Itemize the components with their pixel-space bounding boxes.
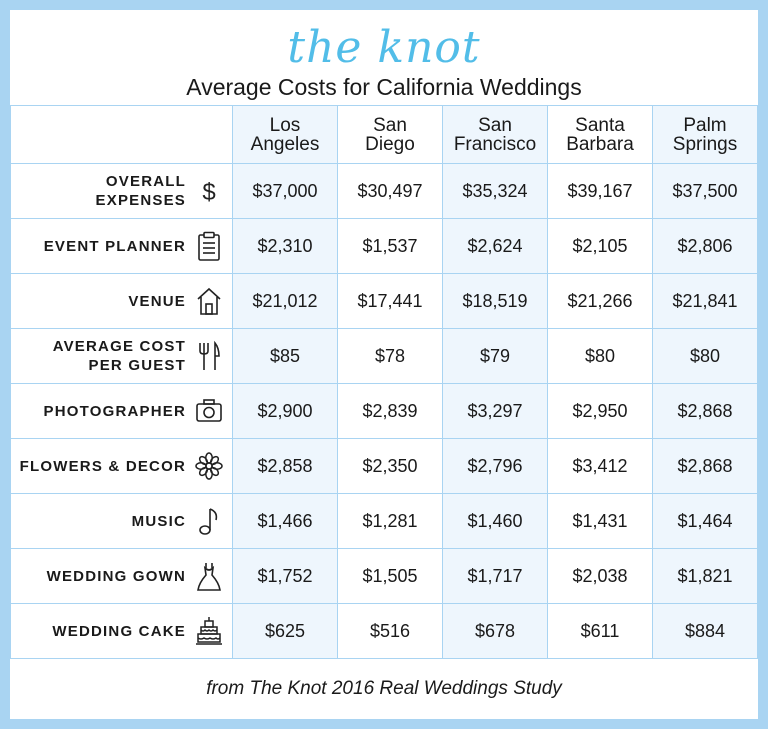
row-label [132,512,186,531]
row-label-line: FLOWERS & DECOR [19,457,186,475]
value-cell: $1,466 [233,494,338,549]
row-label-line: OVERALL EXPENSES [95,173,186,209]
column-header-line: Diego [365,133,415,155]
value-cell: $625 [233,604,338,659]
gown-icon [194,560,224,592]
row-label-cell [11,274,233,329]
value-cell: $611 [548,604,653,659]
value-cell: $80 [653,329,758,384]
dollar-icon [194,175,224,207]
value-cell: $516 [338,604,443,659]
value-cell: $30,497 [338,164,443,219]
value-cell: $85 [233,329,338,384]
row-label-cell [11,494,233,549]
value-cell: $2,950 [548,384,653,439]
value-cell: $2,839 [338,384,443,439]
column-header-line: Santa [575,114,625,136]
column-header-line: Los [269,114,301,136]
row-label-cell [11,384,233,439]
row-label-line: VENUE [128,292,186,310]
column-header-line: Barbara [566,133,634,155]
value-cell: $2,858 [233,439,338,494]
column-header-line: Springs [672,133,738,155]
value-cell: $2,900 [233,384,338,439]
row-label [47,567,186,586]
value-cell: $37,500 [653,164,758,219]
value-cell: $1,821 [653,549,758,604]
value-cell: $79 [443,329,548,384]
value-cell: $2,310 [233,219,338,274]
value-cell: $2,868 [653,439,758,494]
value-cell: $1,281 [338,494,443,549]
row-label-cell [11,164,233,219]
value-cell: $2,796 [443,439,548,494]
row-label-line: AVERAGE COST [52,338,186,355]
table-row [11,439,758,494]
row-label [128,292,186,311]
clipboard-icon [194,230,224,262]
cost-table [10,105,758,659]
brand-logo: the knot [287,22,481,73]
value-cell: $1,505 [338,549,443,604]
value-cell: $2,105 [548,219,653,274]
row-label-cell [11,604,233,659]
value-cell: $2,806 [653,219,758,274]
column-header-san-francisco [443,106,548,164]
value-cell: $80 [548,329,653,384]
row-label-cell [11,219,233,274]
header-row [11,106,758,164]
value-cell: $2,038 [548,549,653,604]
column-header-line: Angeles [250,133,320,155]
row-label-line: WEDDING CAKE [52,622,186,640]
value-cell: $1,464 [653,494,758,549]
row-label [11,172,186,210]
table-row [11,494,758,549]
column-header-line: San [373,114,407,136]
value-cell: $678 [443,604,548,659]
value-cell: $17,441 [338,274,443,329]
table-row [11,329,758,384]
value-cell: $21,266 [548,274,653,329]
value-cell: $1,717 [443,549,548,604]
value-cell: $39,167 [548,164,653,219]
source-footnote: from The Knot 2016 Real Weddings Study [206,678,562,699]
value-cell: $2,868 [653,384,758,439]
table-row [11,549,758,604]
row-label-line: MUSIC [131,512,186,530]
row-label-cell [11,439,233,494]
table-row [11,604,758,659]
value-cell: $1,431 [548,494,653,549]
row-label-line: WEDDING GOWN [46,567,186,585]
column-header-palm-springs [653,106,758,164]
table-row [11,164,758,219]
row-label-cell [11,329,233,384]
row-label [52,622,186,641]
value-cell: $21,841 [653,274,758,329]
infographic-card [10,10,758,719]
table-row [11,219,758,274]
column-header-los-angeles [233,106,338,164]
header-corner [11,106,233,164]
row-label-line: PER GUEST [88,357,186,374]
camera-icon [194,395,224,427]
value-cell: $1,460 [443,494,548,549]
value-cell: $1,752 [233,549,338,604]
value-cell: $2,624 [443,219,548,274]
value-cell: $21,012 [233,274,338,329]
value-cell: $18,519 [443,274,548,329]
row-label [44,402,186,421]
value-cell: $35,324 [443,164,548,219]
row-label-cell [11,549,233,604]
column-header-santa-barbara [548,106,653,164]
column-header-san-diego [338,106,443,164]
house-icon [194,285,224,317]
music-note-icon [194,505,224,537]
value-cell: $37,000 [233,164,338,219]
value-cell: $3,412 [548,439,653,494]
value-cell: $884 [653,604,758,659]
column-header-line: San [478,114,512,136]
value-cell: $3,297 [443,384,548,439]
column-header-line: Francisco [453,133,537,155]
row-label [53,337,186,375]
row-label [44,237,186,256]
row-label [20,457,186,476]
chart-title: Average Costs for California Weddings [186,74,582,100]
table-row [11,384,758,439]
value-cell: $78 [338,329,443,384]
svg-text:$: $ [202,179,216,206]
value-cell: $1,537 [338,219,443,274]
table-row [11,274,758,329]
row-label-line: PHOTOGRAPHER [43,402,186,420]
flower-icon [194,450,224,482]
fork-knife-icon [194,340,224,372]
row-label-line: EVENT PLANNER [43,237,186,255]
value-cell: $2,350 [338,439,443,494]
column-header-line: Palm [683,114,727,136]
cake-icon [194,615,224,647]
